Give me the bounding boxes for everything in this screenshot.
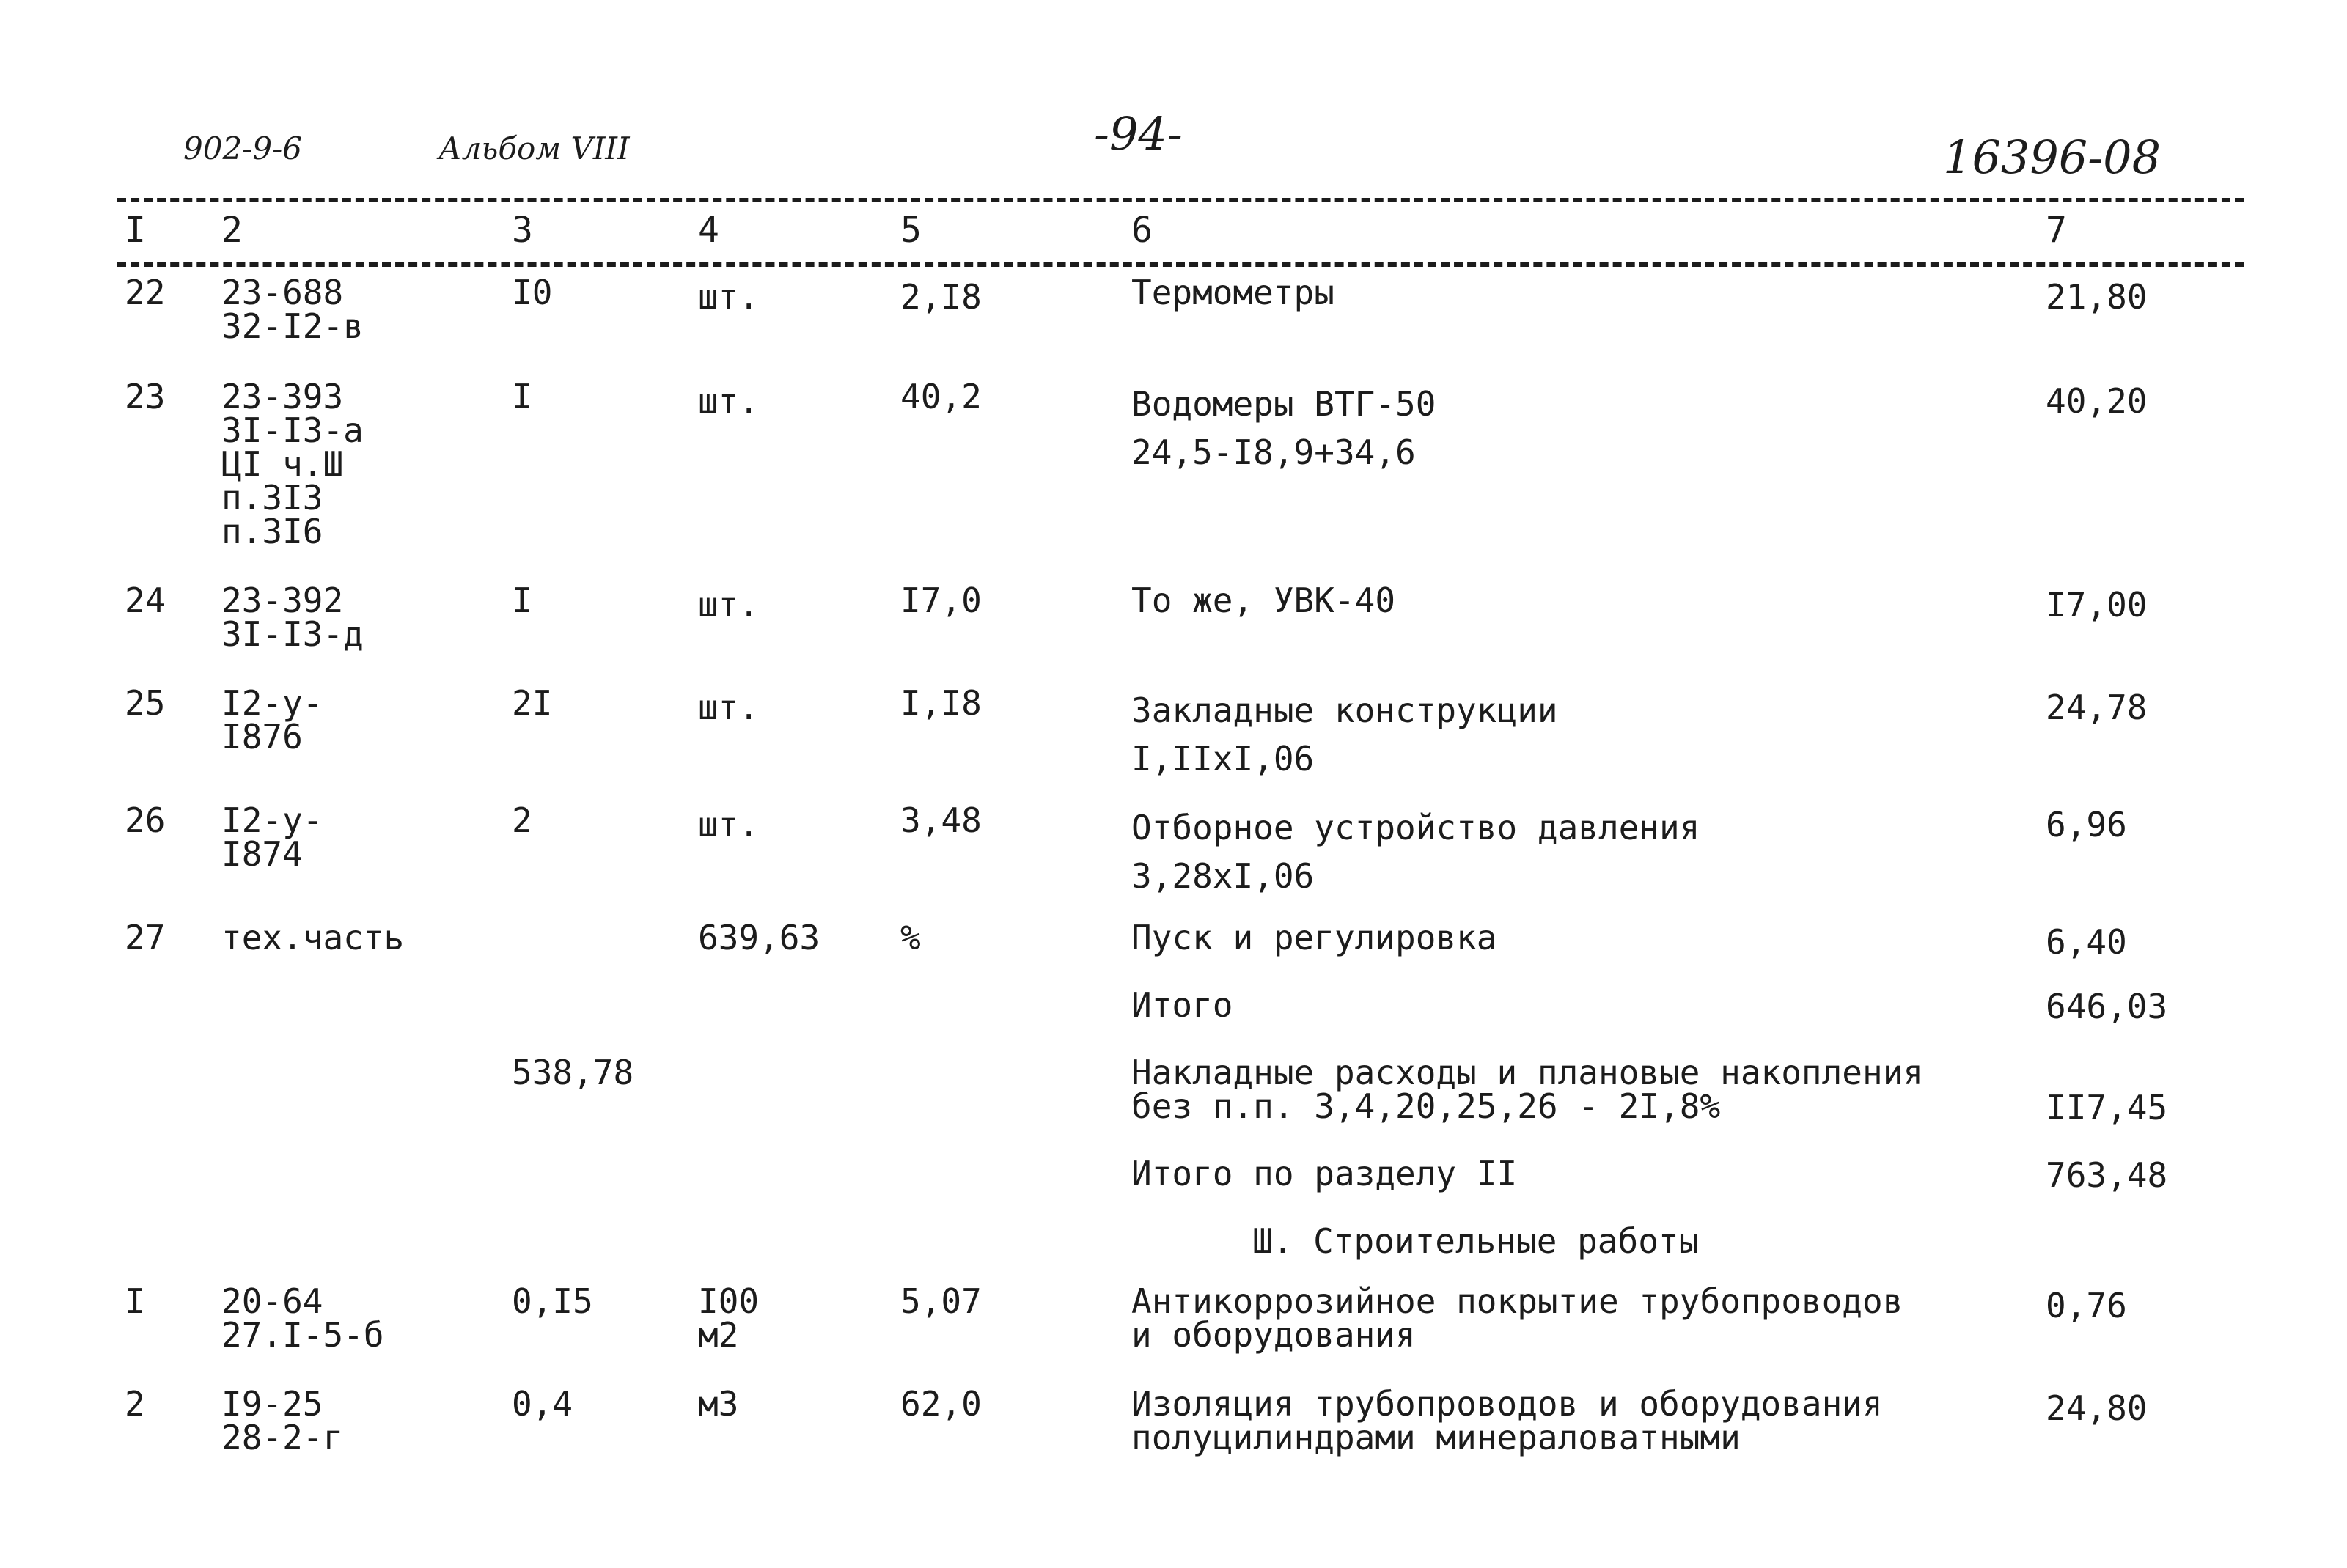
subtotal-label: Итого [1131,985,1233,1025]
page-number: -94- [1094,107,1183,161]
col-head-5: 5 [900,210,922,251]
unit-price: I,I8 [900,683,982,723]
norm-code: 20-64 27.I-5-б [221,1281,384,1355]
total: 24,80 [2046,1388,2148,1428]
section-total-value: 763,48 [2046,1155,2168,1195]
norm-code: I2-у- I874 [221,800,323,874]
base-amount: 639,63 [698,918,820,957]
album-label: Альбом VIII [438,130,630,166]
unit-price: 5,07 [900,1281,982,1321]
percent-sign: % [900,918,921,957]
unit-price: 62,0 [900,1384,982,1424]
description: Антикоррозийное покрытие трубопроводов и оборудования [1131,1281,1903,1355]
description: Изоляция трубопроводов и оборудования полуцилиндрами минераловатными [1131,1384,1883,1457]
norm-code: тех.часть [221,918,405,957]
total: 0,76 [2046,1286,2127,1325]
unit: шт. [698,805,760,844]
col-head-6: 6 [1131,210,1153,251]
quantity: 2I [512,683,553,723]
norm-code: 23-392 3I-I3-д [221,581,364,654]
quantity: I0 [512,273,553,312]
unit: шт. [698,688,760,727]
unit: шт. [698,277,760,317]
unit: шт. [698,585,760,625]
row-number: I [125,1281,145,1321]
quantity: 0,4 [512,1384,573,1424]
description: Термометры [1131,273,1334,312]
header-top-rule [117,198,2244,202]
quantity: I [512,377,532,416]
row-number: 24 [125,581,166,620]
row-number: 25 [125,683,166,723]
description: Пуск и регулировка [1131,918,1497,957]
unit-price: 2,I8 [900,277,982,317]
total: I7,00 [2046,585,2148,625]
header-bottom-rule [117,262,2244,267]
total: 6,40 [2046,922,2127,962]
section-heading: Ш. Строительные работы [1252,1221,1700,1261]
total: 6,96 [2046,805,2127,844]
row-number: 27 [125,918,166,957]
quantity: 0,I5 [512,1281,593,1321]
row-number: 2 [125,1384,145,1424]
col-head-7: 7 [2046,210,2067,251]
row-number: 23 [125,377,166,416]
overhead-label: Накладные расходы и плановые накопления без п.п. 3,4,20,25,26 - 2I,8% [1131,1053,1924,1126]
total: 24,78 [2046,688,2148,727]
norm-code: 23-393 3I-I3-а ЦI ч.Ш п.3I3 п.3I6 [221,377,364,551]
col-head-3: 3 [512,210,533,251]
unit: м3 [698,1384,739,1424]
document-code: 902-9-6 [183,130,302,166]
norm-code: I2-у- I876 [221,683,323,757]
subtotal-value: 646,03 [2046,987,2168,1026]
description: Водомеры ВТГ-50 24,5-I8,9+34,6 [1131,384,1436,472]
unit-price: I7,0 [900,581,982,620]
total: 21,80 [2046,277,2148,317]
col-head-1: I [125,210,146,251]
description: Отборное устройство давления 3,28xI,06 [1131,808,1700,896]
description: То же, УВК-40 [1131,581,1396,620]
overhead-base: 538,78 [512,1053,634,1092]
section-total-label: Итого по разделу II [1131,1154,1518,1193]
unit: шт. [698,381,760,421]
overhead-value: II7,45 [2046,1088,2168,1127]
norm-code: 23-688 32-I2-в [221,273,364,346]
row-number: 22 [125,273,166,312]
doc-number: 16396-08 [1943,130,2161,184]
row-number: 26 [125,800,166,840]
quantity: I [512,581,532,620]
col-head-4: 4 [698,210,719,251]
unit-price: 40,2 [900,377,982,416]
description: Закладные конструкции I,IIxI,06 [1131,691,1558,779]
unit-price: 3,48 [900,800,982,840]
total: 40,20 [2046,381,2148,421]
unit: I00 м2 [698,1281,760,1355]
quantity: 2 [512,800,532,840]
norm-code: I9-25 28-2-г [221,1384,344,1457]
col-head-2: 2 [221,210,243,251]
